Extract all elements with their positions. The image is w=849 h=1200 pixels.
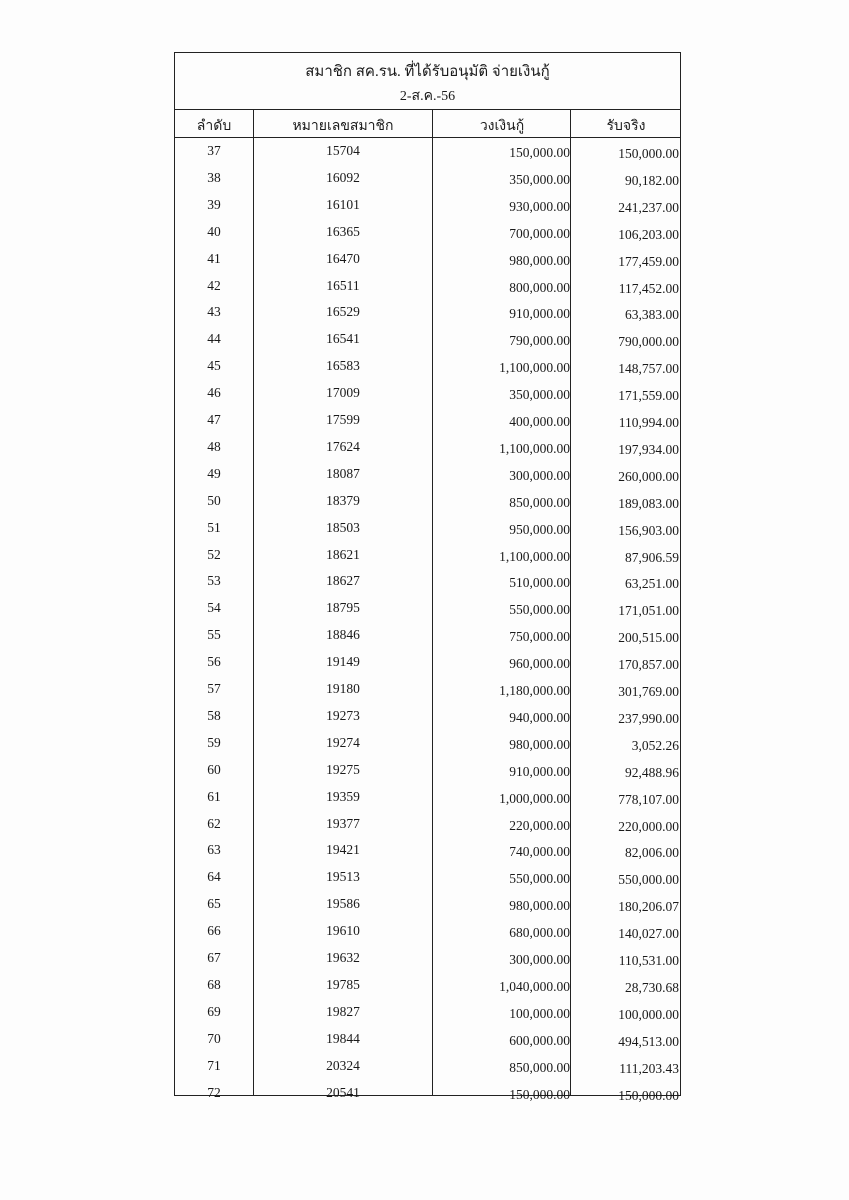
loan-amount: 1,100,000.00 [499,360,570,376]
received-amount: 110,994.00 [618,415,679,430]
member-id: 19610 [326,923,360,939]
row-number: 69 [207,1003,221,1019]
row-number: 68 [207,976,221,992]
row-number: 40 [207,223,221,239]
received-amount: 111,203.43 [619,1060,679,1076]
table-row [175,758,680,785]
received-amount: 150,000.00 [618,1087,679,1103]
table-row [175,946,680,973]
document-date: 2-ส.ค.-56 [399,89,456,104]
table-row [175,247,680,274]
member-id: 19632 [326,950,360,965]
received-amount: 106,203.00 [618,226,679,242]
row-number: 70 [207,1030,221,1046]
header-received: รับจริง [606,119,646,134]
row-number: 60 [207,761,221,777]
row-number: 63 [207,842,221,858]
member-id: 16365 [326,223,360,239]
member-id: 17009 [326,385,360,401]
loan-amount: 300,000.00 [509,952,570,967]
member-id: 16541 [326,331,360,347]
loan-amount: 940,000.00 [509,709,570,725]
received-amount: 790,000.00 [618,334,679,350]
loan-amount: 680,000.00 [509,925,570,941]
member-id: 18087 [326,465,360,481]
row-number: 54 [207,600,221,616]
loan-amount: 800,000.00 [509,279,570,295]
received-amount: 156,903.00 [618,522,679,538]
loan-table-frame [174,52,681,1103]
loan-amount: 850,000.00 [509,494,570,510]
received-amount: 200,515.00 [618,630,679,646]
received-amount: 260,000.00 [618,468,679,484]
received-amount: 92,488.96 [625,764,679,780]
row-number: 64 [207,869,221,885]
header-no: ลำดับ [196,119,232,134]
table-row [175,274,680,301]
member-id: 19275 [326,761,360,777]
member-id: 19844 [326,1030,360,1046]
table-row [175,327,680,354]
loan-amount: 550,000.00 [509,871,570,887]
received-amount: 110,531.00 [618,953,679,968]
received-amount: 82,006.00 [625,845,679,861]
table-row [175,892,680,919]
member-id: 19586 [326,896,360,912]
received-amount: 100,000.00 [618,1006,679,1022]
row-number: 39 [207,196,221,212]
received-amount: 220,000.00 [618,818,679,834]
received-amount: 117,452.00 [618,280,679,296]
received-amount: 3,052.26 [631,737,679,753]
row-number: 48 [207,438,221,454]
member-id: 19827 [326,1003,360,1019]
member-id: 19274 [326,734,360,750]
loan-amount: 950,000.00 [509,521,570,537]
document-title: สมาชิก สค.รน. ที่ได้รับอนุมัติ จ่ายเงินกู้ [305,64,550,80]
member-id: 19359 [326,788,360,804]
member-id: 19785 [326,976,360,992]
loan-amount: 350,000.00 [509,171,570,187]
loan-amount: 850,000.00 [509,1059,570,1075]
loan-amount: 510,000.00 [509,575,570,591]
table-row [175,812,680,839]
member-id: 19377 [326,815,360,831]
loan-amount: 220,000.00 [509,817,570,833]
loan-amount: 910,000.00 [509,763,570,779]
loan-amount: 960,000.00 [509,656,570,672]
table-row [175,435,680,462]
received-amount: 494,513.00 [618,1033,679,1049]
loan-amount: 1,000,000.00 [499,790,570,806]
row-number: 56 [207,654,221,670]
loan-amount: 400,000.00 [509,414,570,429]
row-number: 44 [207,331,221,347]
member-id: 20324 [326,1057,360,1073]
received-amount: 778,107.00 [618,791,679,807]
table-row [175,139,680,166]
member-id: 19149 [326,654,360,670]
member-id: 15704 [326,143,360,158]
table-row [175,462,680,489]
received-amount: 171,051.00 [618,603,679,619]
loan-amount: 980,000.00 [509,898,570,914]
loan-amount: 100,000.00 [509,1005,570,1021]
received-amount: 170,857.00 [618,657,679,673]
member-id: 18627 [326,573,360,589]
member-id: 16529 [326,304,360,320]
received-amount: 63,251.00 [625,576,679,592]
received-amount: 150,000.00 [618,146,679,161]
member-id: 19273 [326,707,360,723]
member-id: 16101 [326,196,360,212]
received-amount: 28,730.68 [625,979,679,995]
table-row [175,166,680,193]
row-number: 52 [207,546,221,562]
table-header [175,109,680,138]
table-row [175,865,680,892]
table-row [175,1027,680,1054]
received-amount: 90,182.00 [625,172,679,188]
row-number: 71 [207,1057,221,1073]
loan-amount: 150,000.00 [509,1086,570,1102]
received-amount: 550,000.00 [618,872,679,888]
member-id: 19421 [326,842,360,858]
loan-amount: 700,000.00 [509,225,570,241]
row-number: 67 [207,950,221,965]
row-number: 65 [207,896,221,912]
loan-amount: 1,100,000.00 [499,548,570,564]
row-number: 45 [207,358,221,374]
loan-amount: 980,000.00 [509,736,570,752]
loan-amount: 300,000.00 [509,467,570,483]
row-number: 66 [207,923,221,939]
loan-amount: 550,000.00 [509,602,570,618]
table-row [175,354,680,381]
table-row [175,704,680,731]
table-row [175,516,680,543]
member-id: 16583 [326,358,360,374]
loan-amount: 1,180,000.00 [499,683,570,698]
member-id: 17599 [326,412,360,427]
received-amount: 301,769.00 [618,684,679,699]
table-row [175,381,680,408]
row-number: 58 [207,707,221,723]
loan-amount: 910,000.00 [509,306,570,322]
row-number: 42 [207,277,221,293]
member-id: 18795 [326,600,360,616]
member-id: 19180 [326,681,360,696]
member-id: 18503 [326,519,360,535]
row-number: 55 [207,627,221,643]
row-number: 49 [207,465,221,481]
member-id: 16511 [326,277,360,293]
table-row [175,408,680,435]
loan-amount: 980,000.00 [509,252,570,268]
received-amount: 189,083.00 [618,495,679,511]
table-row [175,785,680,812]
member-id: 18621 [326,546,360,562]
member-id: 19513 [326,869,360,885]
table-row [175,677,680,704]
member-id: 16470 [326,250,360,266]
table-row [175,973,680,1000]
header-loan-amount: วงเงินกู้ [479,119,525,134]
received-amount: 171,559.00 [618,388,679,404]
row-number: 46 [207,385,221,401]
row-number: 43 [207,304,221,320]
received-amount: 177,459.00 [618,253,679,269]
received-amount: 241,237.00 [618,199,679,215]
table-row [175,1081,680,1108]
loan-amount: 930,000.00 [509,198,570,214]
table-row [175,1000,680,1027]
member-id: 18379 [326,492,360,508]
table-row [175,919,680,946]
loan-amount: 150,000.00 [509,145,570,160]
received-amount: 180,206.07 [618,899,679,915]
table-row [175,220,680,247]
row-number: 72 [207,1084,221,1100]
table-row [175,193,680,220]
table-row [175,1054,680,1081]
loan-amount: 1,040,000.00 [499,978,570,994]
row-number: 50 [207,492,221,508]
received-amount: 63,383.00 [625,307,679,323]
title-block [175,53,680,110]
loan-amount: 350,000.00 [509,387,570,403]
table-row [175,569,680,596]
row-number: 53 [207,573,221,589]
row-number: 59 [207,734,221,750]
loan-amount: 750,000.00 [509,629,570,645]
row-number: 41 [207,250,221,266]
received-amount: 197,934.00 [618,441,679,457]
table-row [175,596,680,623]
received-amount: 87,906.59 [625,549,679,565]
row-number: 62 [207,815,221,831]
row-number: 57 [207,681,221,696]
row-number: 38 [207,169,221,185]
loan-amount: 790,000.00 [509,333,570,349]
loan-amount: 1,100,000.00 [499,440,570,456]
member-id: 18846 [326,627,360,643]
received-amount: 140,027.00 [618,926,679,942]
table-row [175,300,680,327]
loan-amount: 600,000.00 [509,1032,570,1048]
received-amount: 148,757.00 [618,361,679,377]
loan-amount: 740,000.00 [509,844,570,860]
table-row [175,838,680,865]
row-number: 51 [207,519,221,535]
table-row [175,489,680,516]
header-member-id: หมายเลขสมาชิก [292,119,394,134]
row-number: 61 [207,788,221,804]
member-id: 16092 [326,169,360,185]
row-number: 37 [207,143,221,158]
table-row [175,650,680,677]
member-id: 17624 [326,438,360,454]
row-number: 47 [207,412,221,427]
table-row [175,731,680,758]
received-amount: 237,990.00 [618,710,679,726]
member-id: 20541 [326,1084,360,1100]
table-row [175,543,680,570]
table-row [175,623,680,650]
